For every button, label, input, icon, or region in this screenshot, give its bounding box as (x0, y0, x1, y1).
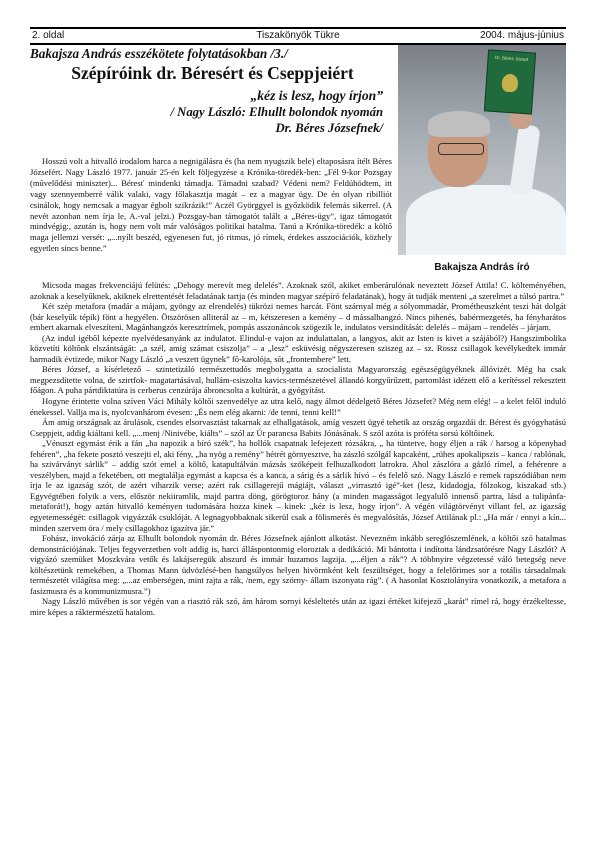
body-paragraph: Fohász, invokáció zárja az Elhullt bolondok nyomán dr. Béres Józsefnek ajánlott alkotást. Nevezném inkább sereglószemlének, a költői szó hatalmas demonstrációjának. Teljes fegyverzetben volt addig is, harci álláspontonmig eloroztak a dedikáció. Mi bántotta i indította lándzsatörésre Nagy Lászlót? A vigyázó szemüket Moszkvára vetők és lakájseregük abszurd és immár huzamos lagzija. „...éljen a rák”? A többnyire végzetessé váló betegség neve költészetünk remekében, a Thomas Mann üdvözlésé-ben hangsúlyos helyen hivörmként kelt feszültséget, hogy a felelőrimes sor a totális társadalmak természetét világítsa meg: „...az emberségen, mint rajta a rák, /nem, egy szörny- állam iszonyata rág”. ( A hasonlat Kosztolányira vonatkozik, a metafora a fasizmusra és a kommunizmusra.”) (30, 533, 566, 596)
book-emblem-icon (501, 73, 518, 92)
body-paragraph: Nagy László művében is sor végén van a riasztó rák szó, ám három sornyi késleltetés után az igazi értéket kifejező „karát” rímel rá, hogy érzékeltesse, mire képes a ráktermészetű hatalom. (30, 596, 566, 617)
photo-glasses (438, 143, 484, 155)
intro-paragraph: Hosszú volt a hitvalló irodalom harca a negnigálásra és (ha nem nyugszik bele) eltaposásra ítélt Béres Józsefért. Nagy László 1977. január 25-én kelt följegyzése a Krónika-töredék-ben: „Fél 9-kor Pozsgay (művelődési miniszter)... Béresť mindenki támadja. Támadni szabad? Védeni nem? Feldúhódtem, itt vagy szennyemberré válik valaki, vagy főlakasztja magát – ez a magyar ügy. De én olyan ribilliót csinálok, hogy nemcsak a magyar égbolt szikrázik!” Aczél Györggyel is győzködik felemás sikerrel. (A nevét azonban nem írja le, A.-val jelzi.) Pozsgay-ban támogatót talált a „Béres-ügy”, igaz támogatót mindvégig:, azután is, hogy nem volt már valóságos politikai hatalma. Tanú a Krónika-töredék: a költő maga jellemzi versét: „...nyílt beszéd, egyenesen fut, jó ritmus, jó rímek, érdekes asszociációk, közhely egyetlen sincs benne.” (30, 156, 392, 254)
article-title-block (30, 46, 395, 136)
body-paragraph: „Vénuszt egymást érik a fán „ha napozik a bíró szék”, ha hollók csapatnak lefejezett rózsákra, „ ha tüntetve, hogy éljen a rák / harsog a köpenyhad fehéren”, „ha fekete posztó veszejti el, aki fény, „ha nyög a remény” hétrét görnyesztve, ha zászló szólgál kapcaként, „rühes apokalipszis – kanca / rablónak, ha szivárványt sárlik” – addig szót emel a költő, katapultálván mázsás szóképeit felhuzalkodott latrokra. Ahol zászlóra a gázló rímel, a fehérenre a veszélyben, majd a feketében, ott megtalálja egymást a kapcsa és a kanca, a sárig és a sárlik hívó – és felelő szó. Nagy László e remek rapszódiában nem írja le az igazság szót, de azért viharzik verse; azért rak csillagerejű mágiájt, választ „virrasztó igé”-ket (lesz, kidadogja, fölzokog, kiszakad stb.) Egyvégtében folyik a vers, először nekiiramlik, majd partra döng, görögtoroz hány (a minden magasságot legyalulő innenső partra, lásd a tulipánfa-metaforát!), hogy aztán hitvalló keményen tudomására hozza kinek – kinek: „kéz is lesz, hogy írjon”. A végén világtörvényt villant fel, az igazság egyetemességét: csillagok vigyázzák csuklóját. A legnagyobbaknak sikerül csak a fölismerés és megvalósítás, József Attilának pl.: „Ha már / ennyi a kín... minden szervem óra / mely csillagokhoz igazítva jár.” (30, 438, 566, 533)
photo-arm (509, 124, 541, 196)
body-paragraph: (Az indul igébõl képezte nyelvédesanyánk az indulatot. Elindul-e vajon az indulattalan, a langyos, akit az Isten is kivet a szájából?) Hangszimbolika közvetíti költõnk elszántságát: „a szél, amig számat csiszolja” – a „lesz” esküvésig négyszeresen sziszeg az – sz. Rossz csillagok kevélykedtek immár harmadik évtizede, mikor Nagy László „a veszett ügynek” fõ-karolója, sõt „frontembere” lett. (30, 332, 566, 364)
intro-text (30, 156, 392, 254)
body-paragraph: Micsoda magas frekvenciájú felütés: „Dehogy merevít meg delelés”. Azoknak szól, akiket emberárulónak neveztett József Attila! C. költeményében, azoknak a keselyűknek, akiknek elrettentését feladatának tartja (és minden magyar szépíró feladatának), hogy át tudják menteni „a szerelmet a túlsó partra.” (30, 280, 566, 301)
body-paragraph: Béres József, a kísérletező – szintetizáló természettudós megbolygatta a szocialista Magyarország egészségügyéknek állóvizét. Még ha csak megpezsdítette volna, de szirtfok- magatartásával, hullám-csiszolta kavics-természetével állandó korgyűrűzett, partomlást idézett elő a kerítéssel rekesztett főágon. A puha pártdiktatúra is cerberus cenzúrája ábroncsolta a kultúrát, a gyógyítást. (30, 364, 566, 396)
newspaper-title: Tiszakönyök Tükre (256, 30, 340, 41)
issue-date: 2004. május-június (480, 30, 564, 41)
newspaper-header (30, 27, 566, 45)
article-title: Szépíróink dr. Béresért és Cseppjeiért (71, 63, 354, 83)
author-photo (398, 45, 566, 255)
page (30, 0, 572, 842)
series-title: Bakajsza András esszékötete folytatásokban /3./ (30, 46, 288, 61)
article-subtitle: „kéz is lesz, hogy írjon” (250, 88, 383, 103)
photo-caption: Bakajsza András író (434, 262, 530, 273)
book-cover (484, 49, 536, 114)
dedication: Dr. Béres Józsefnek/ (275, 121, 383, 135)
article-body (30, 280, 566, 618)
book-cover-title: Dr. Béres József (494, 54, 529, 63)
photo-shirt (406, 185, 566, 255)
body-paragraph: Hogyne érintette volna szíven Váci Mihály költői szenvedélye az utra kelő, nagy álmot dédelgető Béres Józsefet? Még nem elég! – a kelet felől induló énekessel. Vallja ma is, nyolcvanhárom évesen: „És nem elég akarni: /de tenni, tenni kell!” (30, 396, 566, 417)
page-number: 2. oldal (32, 30, 65, 41)
poem-reference: / Nagy László: Elhullt bolondok nyomán (170, 105, 383, 119)
body-paragraph: Két szép metafora (madár a májam, gyöngy az elrendelés) tükrözi nemes harcát. Fönt szárnyal még a sólyommadár, Prométheuszként teszi hát dolgát (bár keselyűk tépik) fönt a hegyélen. Ötszörösen alliterál az – m, kétszeresen a kemény – d mássalhangzó. Nincs pihenés, babérmezgetés, ha fényharátos embert akarnak elveszíteni. Magánhangzós keresztrímek, pompás asszonáncok szögezik le, indulatos versindítását: delelés – májam – rendelés – járjam. (30, 301, 566, 333)
photo-hair (428, 111, 490, 137)
body-paragraph: Ám amíg országnak az árulások, csendes elsorvasztást takarnak az elhallgatások, amíg veszett ügyé tehetik az ország orgazdái dr. Bérest és gyógyhatású Cseppjeit, addig kiáltani kell. „...menj /Ninivébe, kiálts” – szól az Úr parancsa Babits Jónásának. S szól azóta is próféta sorsú költőinek. (30, 417, 566, 438)
